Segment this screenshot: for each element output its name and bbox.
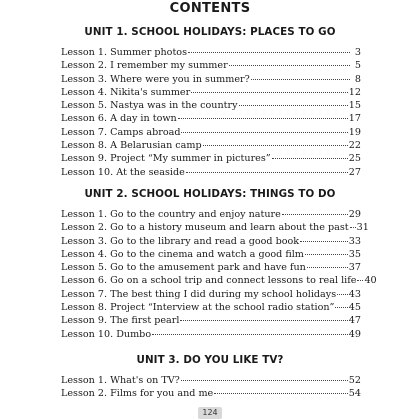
dot-leader — [181, 379, 348, 381]
dot-leader — [251, 78, 350, 80]
unit-heading-1: UNIT 1. SCHOOL HOLIDAYS: PLACES TO GO — [84, 26, 336, 38]
lesson-title: Lesson 9. The first pearl — [61, 315, 180, 327]
lesson-page-number: 22 — [348, 140, 361, 152]
dot-leader — [350, 226, 356, 228]
lesson-title: Lesson 6. A day in town — [61, 113, 177, 125]
page-number: 124 — [198, 407, 222, 419]
lesson-title: Lesson 7. Camps abroad — [61, 126, 181, 138]
unit-heading-3: UNIT 3. DO YOU LIKE TV? — [136, 354, 284, 366]
toc-entry — [61, 139, 361, 152]
toc-entry — [61, 112, 361, 125]
dot-leader — [178, 117, 348, 119]
toc-entry — [61, 73, 361, 86]
lesson-page-number: 54 — [348, 388, 361, 400]
toc-entry — [61, 46, 361, 59]
lesson-title: Lesson 1. What's on TV? — [61, 375, 180, 386]
toc-entry — [61, 274, 377, 287]
lesson-page-number: 5 — [354, 60, 361, 72]
toc-entry — [61, 208, 361, 221]
toc-entry — [61, 328, 361, 341]
lesson-page-number: 49 — [348, 328, 361, 340]
dot-leader — [229, 64, 350, 66]
lesson-page-number: 45 — [348, 302, 361, 314]
lesson-page-number: 47 — [348, 315, 361, 327]
dot-leader — [186, 171, 348, 173]
lesson-page-number: 33 — [348, 235, 361, 247]
lesson-page-number: 15 — [348, 100, 361, 112]
lesson-title: Lesson 2. Films for you and me — [61, 388, 214, 400]
dot-leader — [203, 144, 348, 146]
lesson-title: Lesson 9. Project “My summer in pictures” — [61, 153, 271, 165]
lesson-title: Lesson 1. Go to the country and enjoy nature — [61, 209, 281, 220]
page-title: CONTENTS — [169, 1, 251, 16]
dot-leader — [337, 293, 348, 295]
lesson-page-number: 35 — [348, 248, 361, 260]
toc-entry — [61, 126, 361, 139]
dot-leader — [181, 131, 347, 133]
lesson-title: Lesson 6. Go on a school trip and connect lessons to real life — [61, 275, 357, 287]
lesson-title: Lesson 10. Dumbo — [61, 328, 152, 340]
dot-leader — [214, 392, 348, 394]
dot-leader — [357, 279, 363, 281]
lesson-page-number: 12 — [348, 86, 361, 98]
lesson-page-number: 27 — [348, 166, 361, 178]
dot-leader — [272, 157, 348, 159]
toc-entry — [61, 387, 361, 400]
lesson-page-number: 8 — [354, 73, 361, 85]
dot-leader — [180, 319, 347, 321]
toc-entry — [61, 288, 361, 301]
dot-leader — [335, 306, 347, 308]
lesson-page-number: 19 — [348, 126, 361, 138]
toc-entry — [61, 59, 361, 72]
toc-entry — [61, 261, 361, 274]
toc-entry — [61, 99, 361, 112]
lesson-title: Lesson 3. Go to the library and read a good book — [61, 235, 300, 247]
toc-entry — [61, 374, 361, 387]
dot-leader — [282, 213, 348, 215]
lesson-title: Lesson 8. Project “Interview at the school radio station” — [61, 302, 335, 314]
lesson-page-number: 52 — [348, 375, 361, 386]
dot-leader — [191, 91, 348, 93]
toc-entry — [61, 314, 361, 327]
dot-leader — [307, 266, 348, 268]
unit-3-lesson-list — [61, 374, 361, 401]
lesson-title: Lesson 7. The best thing I did during my school holidays — [61, 288, 337, 300]
toc-entry — [61, 221, 369, 234]
toc-entry — [61, 301, 361, 314]
lesson-page-number: 40 — [364, 275, 377, 287]
toc-entry — [61, 235, 361, 248]
lesson-page-number: 31 — [356, 222, 369, 234]
dot-leader — [188, 51, 350, 53]
lesson-title: Lesson 4. Go to the cinema and watch a good film — [61, 248, 304, 260]
lesson-title: Lesson 8. A Belarusian camp — [61, 140, 202, 152]
lesson-page-number: 3 — [354, 47, 361, 58]
lesson-title: Lesson 4. Nikita's summer — [61, 86, 191, 98]
lesson-title: Lesson 5. Nastya was in the country — [61, 100, 238, 112]
toc-entry — [61, 86, 361, 99]
dot-leader — [152, 333, 348, 335]
lesson-title: Lesson 1. Summer photos — [61, 47, 188, 58]
toc-entry — [61, 166, 361, 179]
lesson-page-number: 25 — [348, 153, 361, 165]
lesson-page-number: 43 — [348, 288, 361, 300]
unit-2-lesson-list — [61, 208, 377, 341]
lesson-title: Lesson 10. At the seaside — [61, 166, 185, 178]
toc-entry — [61, 152, 361, 165]
lesson-page-number: 29 — [348, 209, 361, 220]
lesson-page-number: 17 — [348, 113, 361, 125]
dot-leader — [305, 253, 348, 255]
unit-heading-2: UNIT 2. SCHOOL HOLIDAYS: THINGS TO DO — [84, 188, 336, 200]
lesson-title: Lesson 5. Go to the amusement park and have fun — [61, 262, 306, 274]
lesson-page-number: 37 — [348, 262, 361, 274]
dot-leader — [239, 104, 348, 106]
unit-1-lesson-list — [61, 46, 361, 179]
lesson-title: Lesson 3. Where were you in summer? — [61, 73, 250, 85]
lesson-title: Lesson 2. Go to a history museum and learn about the past — [61, 222, 349, 234]
toc-entry — [61, 248, 361, 261]
dot-leader — [300, 240, 348, 242]
lesson-title: Lesson 2. I remember my summer — [61, 60, 228, 72]
